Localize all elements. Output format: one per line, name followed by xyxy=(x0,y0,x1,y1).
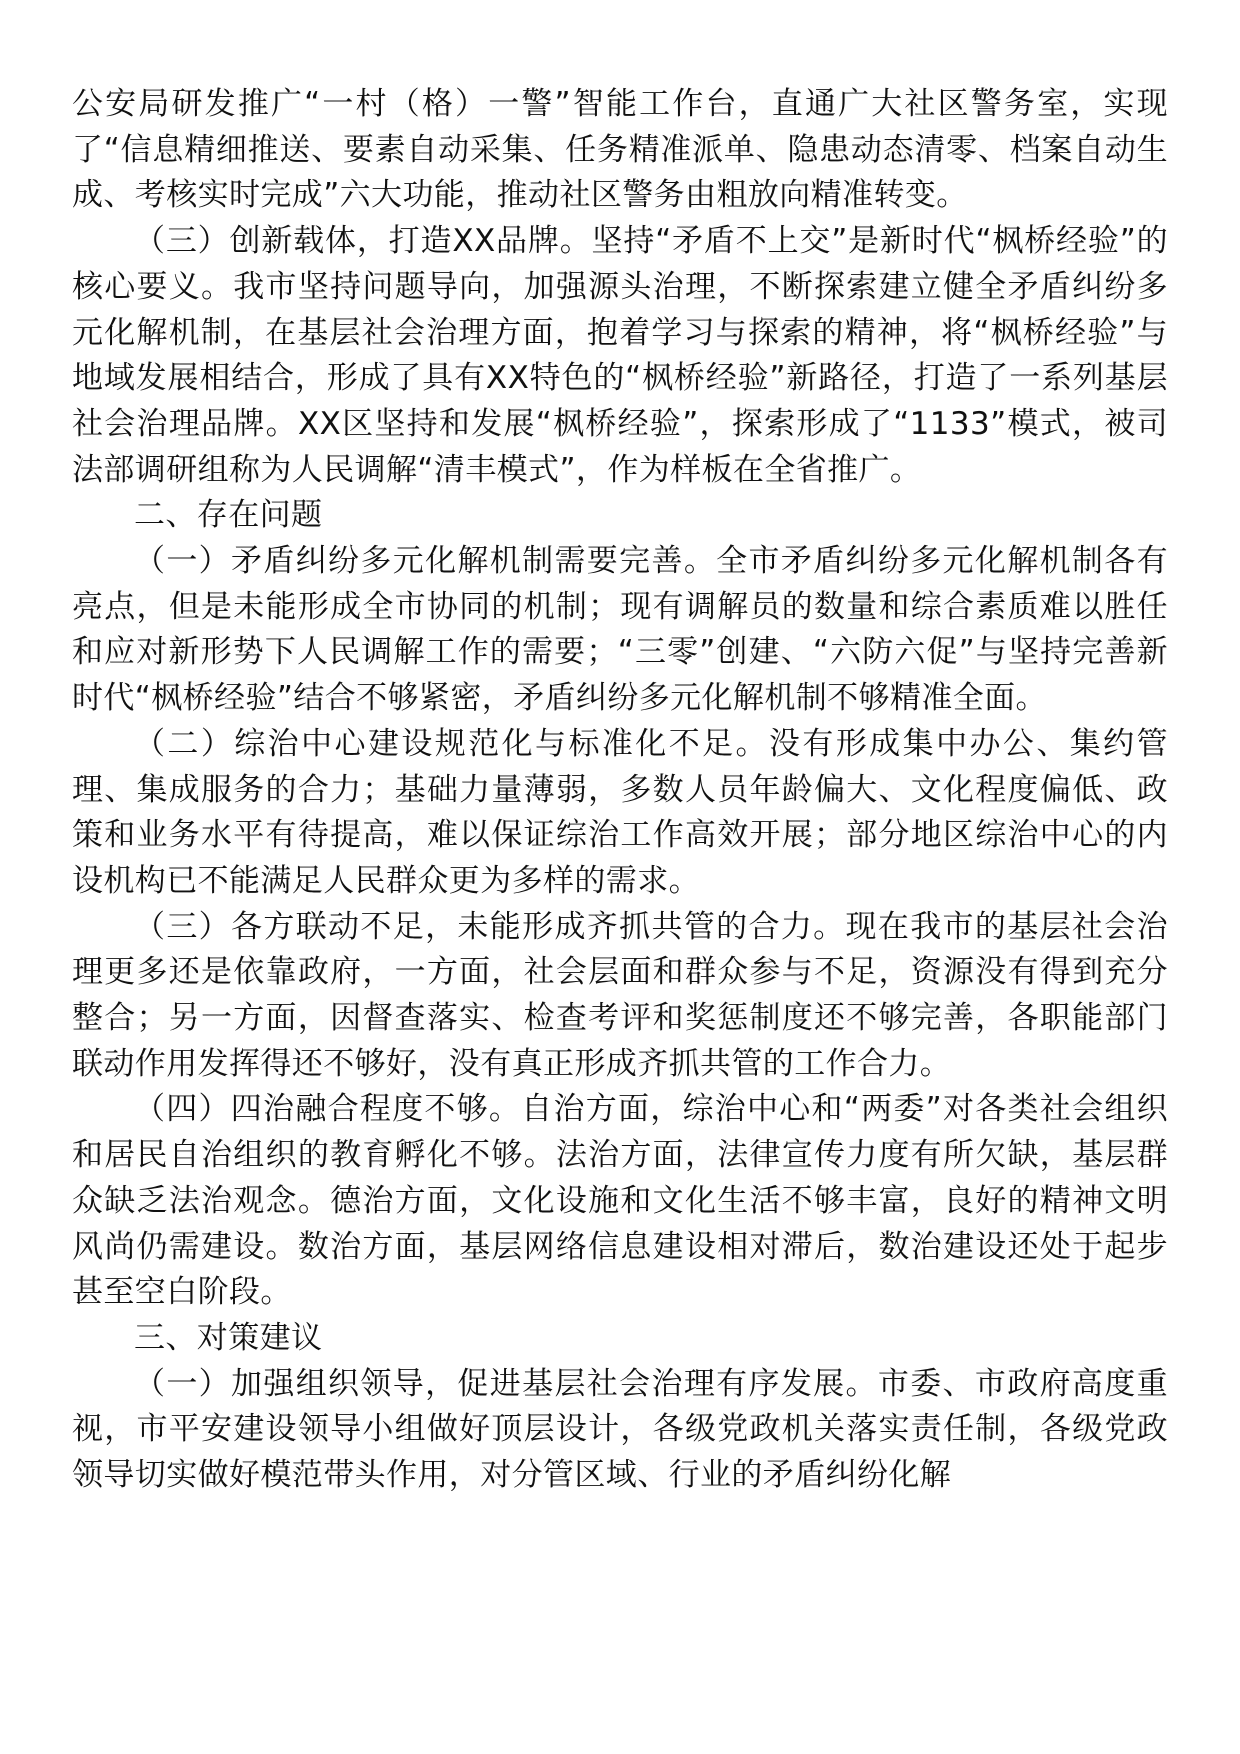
paragraph-problem-2: （二）综治中心建设规范化与标准化不足。没有形成集中办公、集约管理、集成服务的合力；基础力量薄弱，多数人员年龄偏大、文化程度偏低、政策和业务水平有待提高，难以保证综治工作高效开展；部分地区综治中心的内设机构已不能满足人民群众更为多样的需求。 xyxy=(72,725,1168,899)
paragraph-continuation: 公安局研发推广“一村（格）一警”智能工作台，直通广大社区警务室，实现了“信息精细推送、要素自动采集、任务精准派单、隐患动态清零、档案自动生成、考核实时完成”六大功能，推动社区警务由粗放向精准转变。 xyxy=(72,86,1168,214)
document-page xyxy=(72,82,1168,1499)
heading-existing-problems: 二、存在问题 xyxy=(134,497,323,534)
paragraph-problem-1: （一）矛盾纠纷多元化解机制需要完善。全市矛盾纠纷多元化解机制各有亮点，但是未能形成全市协同的机制；现有调解员的数量和综合素质难以胜任和应对新形势下人民调解工作的需要；“三零”创建、“六防六促”与坚持完善新时代“枫桥经验”结合不够紧密，矛盾纠纷多元化解机制不够精准全面。 xyxy=(72,543,1168,717)
paragraph-problem-4: （四）四治融合程度不够。自治方面，综治中心和“两委”对各类社会组织和居民自治组织的教育孵化不够。法治方面，法律宣传力度有所欠缺，基层群众缺乏法治观念。德治方面，文化设施和文化生活不够丰富，良好的精神文明风尚仍需建设。数治方面，基层网络信息建设相对滞后，数治建设还处于起步甚至空白阶段。 xyxy=(72,1091,1168,1311)
paragraph-section-3-brand: （三）创新载体，打造XX品牌。坚持“矛盾不上交”是新时代“枫桥经验”的核心要义。我市坚持问题导向，加强源头治理，不断探索建立健全矛盾纠纷多元化解机制，在基层社会治理方面，抱着学习与探索的精神，将“枫桥经验”与地域发展相结合，形成了具有XX特色的“枫桥经验”新路径，打造了一系列基层社会治理品牌。XX区坚持和发展“枫桥经验”，探索形成了“1133”模式，被司法部调研组称为人民调解“清丰模式”，作为样板在全省推广。 xyxy=(72,223,1168,488)
paragraph-problem-3: （三）各方联动不足，未能形成齐抓共管的合力。现在我市的基层社会治理更多还是依靠政府，一方面，社会层面和群众参与不足，资源没有得到充分整合；另一方面，因督查落实、检查考评和奖惩制度还不够完善，各职能部门联动作用发挥得还不够好，没有真正形成齐抓共管的工作合力。 xyxy=(72,908,1168,1082)
paragraph-countermeasure-1: （一）加强组织领导，促进基层社会治理有序发展。市委、市政府高度重视，市平安建设领导小组做好顶层设计，各级党政机关落实责任制，各级党政领导切实做好模范带头作用，对分管区域、行业的矛盾纠纷化解 xyxy=(72,1365,1168,1494)
heading-countermeasures: 三、对策建议 xyxy=(134,1319,323,1356)
